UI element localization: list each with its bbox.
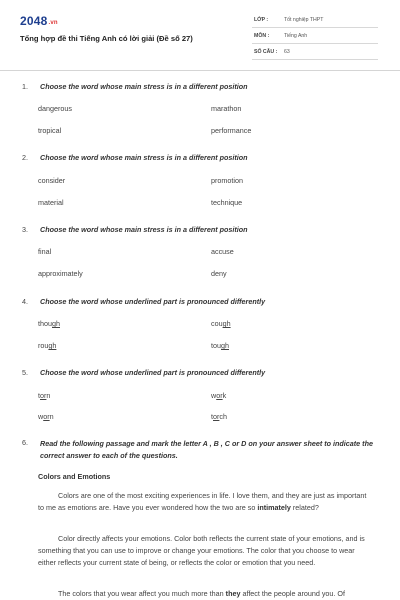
passage-paragraph: Colors are one of the most exciting experiences in life. I love them, and they are just as important to me as emotions are. Have you ever wondered how the two are so intimately related? [38, 491, 367, 512]
option: consider [38, 176, 66, 185]
question-text: Choose the word whose main stress is in a different position [40, 225, 248, 234]
option: technique [211, 198, 243, 207]
question-6 [22, 438, 382, 464]
option: work [211, 391, 227, 400]
option: rough [38, 341, 57, 350]
option: dangerous [38, 104, 72, 113]
meta-value: 63 [284, 49, 290, 55]
meta-class [252, 14, 378, 28]
meta-question-count [252, 46, 378, 60]
site-logo[interactable]: 2048.vn [20, 14, 58, 28]
meta-label: MÔN : [254, 33, 270, 39]
option: deny [211, 269, 227, 278]
option: final [38, 247, 52, 256]
meta-value: Tiếng Anh [284, 33, 308, 39]
meta-label: LỚP : [254, 17, 269, 23]
question-number: 1. [22, 82, 28, 91]
question-number: 2. [22, 153, 28, 162]
question-text: Choose the word whose main stress is in a different position [40, 153, 248, 162]
option: promotion [211, 176, 243, 185]
option: performance [211, 126, 252, 135]
option: worn [38, 412, 54, 421]
passage-paragraph: Color directly affects your emotions. Color both reflects the current state of your emotions, and is something that you can use to improve or change your emotions. The color that you choose to wear either reflects your current state of being, or reflects the color or emotion that you need. [38, 534, 365, 567]
option: torn [38, 391, 51, 400]
question-number: 5. [22, 368, 28, 377]
document-title: Tổng hợp đề thi Tiếng Anh có lời giải (Đề số 27) [20, 34, 193, 43]
question-text: Choose the word whose underlined part is pronounced differently [40, 368, 266, 377]
option: marathon [211, 104, 242, 113]
question-number: 4. [22, 297, 28, 306]
option: approximately [38, 269, 83, 278]
meta-value: Tốt nghiệp THPT [284, 17, 324, 23]
meta-subject [252, 30, 378, 44]
option: tropical [38, 126, 62, 135]
question-text: Choose the word whose main stress is in a different position [40, 82, 248, 91]
header-divider [0, 70, 400, 71]
question-number: 6. [22, 438, 28, 447]
option: torch [211, 412, 227, 421]
document-header [0, 0, 400, 66]
passage-title: Colors and Emotions [38, 472, 111, 481]
question-number: 3. [22, 225, 28, 234]
question-text: Read the following passage and mark the letter A , B , C or D on your answer sheet to indicate the correct answer to each of the questions. [40, 439, 373, 460]
option: accuse [211, 247, 234, 256]
passage-paragraph: The colors that you wear affect you much more than they affect the people around you. Of [58, 589, 346, 598]
option: cough [211, 319, 231, 328]
option: though [38, 319, 60, 328]
option: tough [211, 341, 229, 350]
meta-label: SỐ CÂU : [254, 49, 278, 55]
question-text: Choose the word whose underlined part is pronounced differently [40, 297, 266, 306]
option: material [38, 198, 64, 207]
